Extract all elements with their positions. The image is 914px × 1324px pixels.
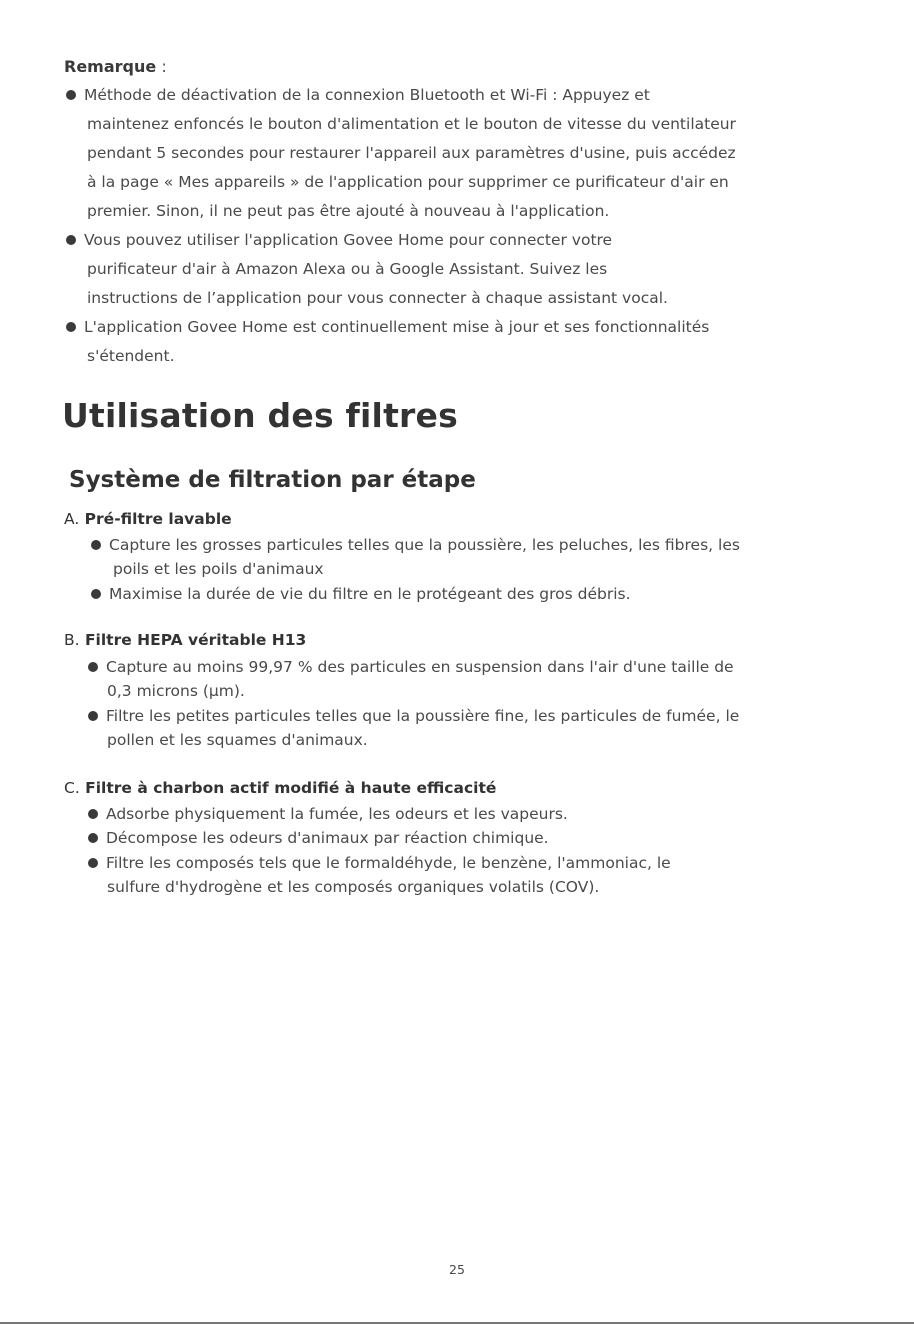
note-line: premier. Sinon, il ne peut pas être ajouté à nouveau à l'application. xyxy=(87,202,610,220)
page-number: 25 xyxy=(449,1262,465,1277)
note-line: à la page « Mes appareils » de l'application pour supprimer ce purificateur d'air en xyxy=(87,173,729,191)
section-line: Filtre les composés tels que le formaldéhyde, le benzène, l'ammoniac, le xyxy=(106,854,671,872)
section-title: Pré-filtre lavable xyxy=(84,510,232,528)
note-line: Vous pouvez utiliser l'application Govee Home pour connecter votre xyxy=(84,231,613,249)
section-line: pollen et les squames d'animaux. xyxy=(107,731,368,749)
section-line: Capture les grosses particules telles que la poussière, les peluches, les fibres, les xyxy=(109,536,740,554)
bullet-dot xyxy=(91,589,101,599)
bullet-dot xyxy=(91,540,101,550)
note-separator: : xyxy=(156,57,167,76)
page-title: Utilisation des filtres xyxy=(62,396,458,435)
section-line: Adsorbe physiquement la fumée, les odeurs et les vapeurs. xyxy=(106,805,568,823)
section-line: Maximise la durée de vie du filtre en le protégeant des gros débris. xyxy=(109,585,631,603)
section-line: sulfure d'hydrogène et les composés organiques volatils (COV). xyxy=(107,878,600,896)
section-line: Capture au moins 99,97 % des particules en suspension dans l'air d'une taille de xyxy=(106,658,734,676)
section-letter: C. xyxy=(64,779,80,797)
note-line: purificateur d'air à Amazon Alexa ou à Google Assistant. Suivez les xyxy=(87,260,608,278)
section-b-title xyxy=(64,631,306,649)
bullet-dot xyxy=(88,711,98,721)
note-label xyxy=(64,55,167,79)
bullet-dot xyxy=(66,235,76,245)
note-line: Méthode de déactivation de la connexion Bluetooth et Wi-Fi : Appuyez et xyxy=(84,86,650,104)
section-line: Filtre les petites particules telles que la poussière fine, les particules de fumée, le xyxy=(106,707,740,725)
section-line: 0,3 microns (μm). xyxy=(107,682,245,700)
note-line: s'étendent. xyxy=(87,347,175,365)
section-line: Décompose les odeurs d'animaux par réaction chimique. xyxy=(106,829,549,847)
note-line: instructions de l’application pour vous connecter à chaque assistant vocal. xyxy=(87,289,668,307)
bullet-dot xyxy=(88,858,98,868)
note-line: pendant 5 secondes pour restaurer l'appareil aux paramètres d'usine, puis accédez xyxy=(87,144,736,162)
section-letter: B. xyxy=(64,631,80,649)
note-line: L'application Govee Home est continuellement mise à jour et ses fonctionnalités xyxy=(84,318,710,336)
bullet-dot xyxy=(88,662,98,672)
section-line: poils et les poils d'animaux xyxy=(113,560,324,578)
section-title: Filtre à charbon actif modifié à haute efficacité xyxy=(85,779,497,797)
section-subheading: Système de filtration par étape xyxy=(69,467,476,493)
section-a-title xyxy=(64,510,232,528)
note-title: Remarque xyxy=(64,57,157,76)
bullet-dot xyxy=(88,809,98,819)
section-letter: A. xyxy=(64,510,80,528)
bullet-dot xyxy=(88,833,98,843)
note-line: maintenez enfoncés le bouton d'alimentation et le bouton de vitesse du ventilateur xyxy=(87,115,736,133)
bullet-dot xyxy=(66,322,76,332)
bullet-dot xyxy=(66,90,76,100)
section-title: Filtre HEPA véritable H13 xyxy=(84,631,307,649)
section-c-title xyxy=(64,779,496,797)
